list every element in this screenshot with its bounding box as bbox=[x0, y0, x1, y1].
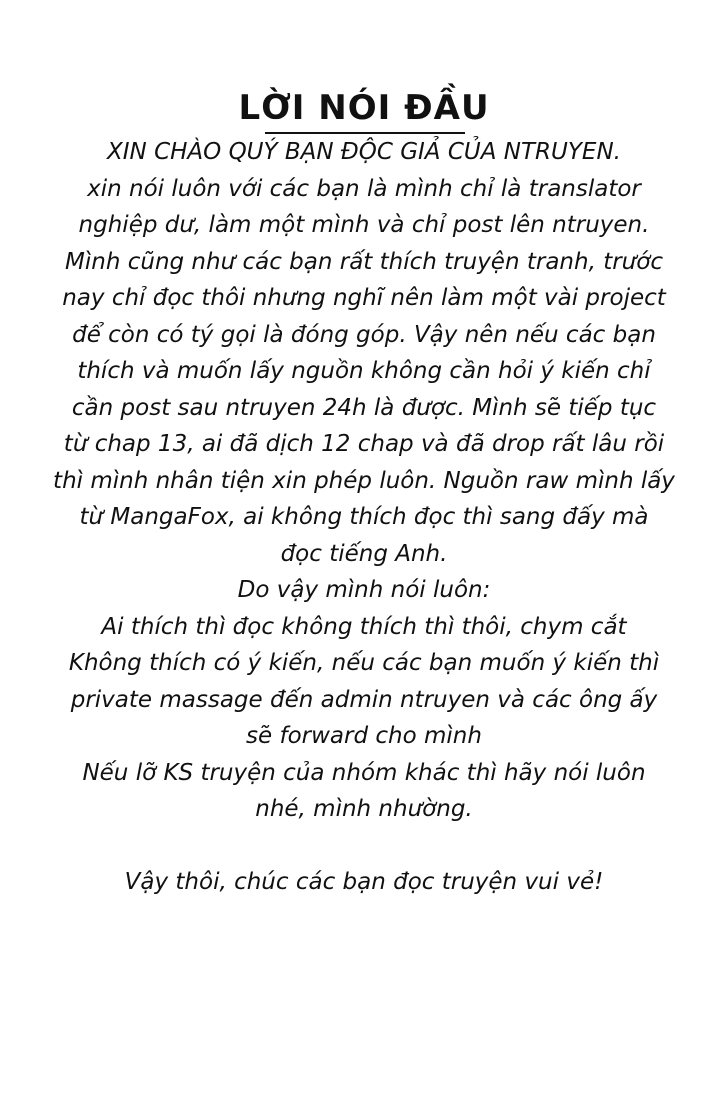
text-line: thì mình nhân tiện xin phép luôn. Nguồn raw mình lấy bbox=[53, 467, 675, 494]
title-wrap bbox=[0, 88, 728, 130]
text-line: xin nói luôn với các bạn là mình chỉ là translator bbox=[87, 175, 641, 202]
text-line: để còn có tý gọi là đóng góp. Vậy nên nếu các bạn bbox=[72, 321, 656, 348]
body-text bbox=[30, 134, 698, 901]
text-line: từ MangaFox, ai không thích đọc thì sang đấy mà bbox=[79, 504, 649, 530]
text-line: nay chỉ đọc thôi nhưng nghĩ nên làm một vài project bbox=[62, 285, 666, 311]
text-line: Không thích có ý kiến, nếu các bạn muốn ý kiến thì bbox=[68, 650, 660, 676]
text-line: Do vậy mình nói luôn: bbox=[237, 577, 491, 603]
text-line: thích và muốn lấy nguồn không cần hỏi ý kiến chỉ bbox=[77, 358, 651, 384]
page-title: LỜI NÓI ĐẦU bbox=[238, 88, 490, 128]
text-line: Nếu lỡ KS truyện của nhóm khác thì hãy nói luôn bbox=[82, 759, 646, 786]
text-line: cần post sau ntruyen 24h là được. Mình sẽ tiếp tục bbox=[71, 394, 657, 421]
text-line: nghiệp dư, làm một mình và chỉ post lên ntruyen. bbox=[78, 212, 650, 238]
text-line: đọc tiếng Anh. bbox=[280, 540, 448, 567]
text-line: XIN CHÀO QUÝ BẠN ĐỘC GIẢ CỦA NTRUYEN. bbox=[107, 139, 621, 165]
text-line: Ai thích thì đọc không thích thì thôi, chym cắt bbox=[101, 613, 627, 640]
text-line: Mình cũng như các bạn rất thích truyện tranh, trước bbox=[65, 248, 663, 275]
text-line: từ chap 13, ai đã dịch 12 chap và đã drop rất lâu rồi bbox=[63, 431, 665, 457]
text-line: private massage đến admin ntruyen và các ông ấy bbox=[70, 686, 658, 713]
blank-line bbox=[30, 828, 698, 865]
text-line: sẽ forward cho mình bbox=[246, 723, 482, 749]
text-line: Vậy thôi, chúc các bạn đọc truyện vui vẻ! bbox=[124, 869, 604, 895]
text-line: nhé, mình nhường. bbox=[255, 796, 473, 822]
